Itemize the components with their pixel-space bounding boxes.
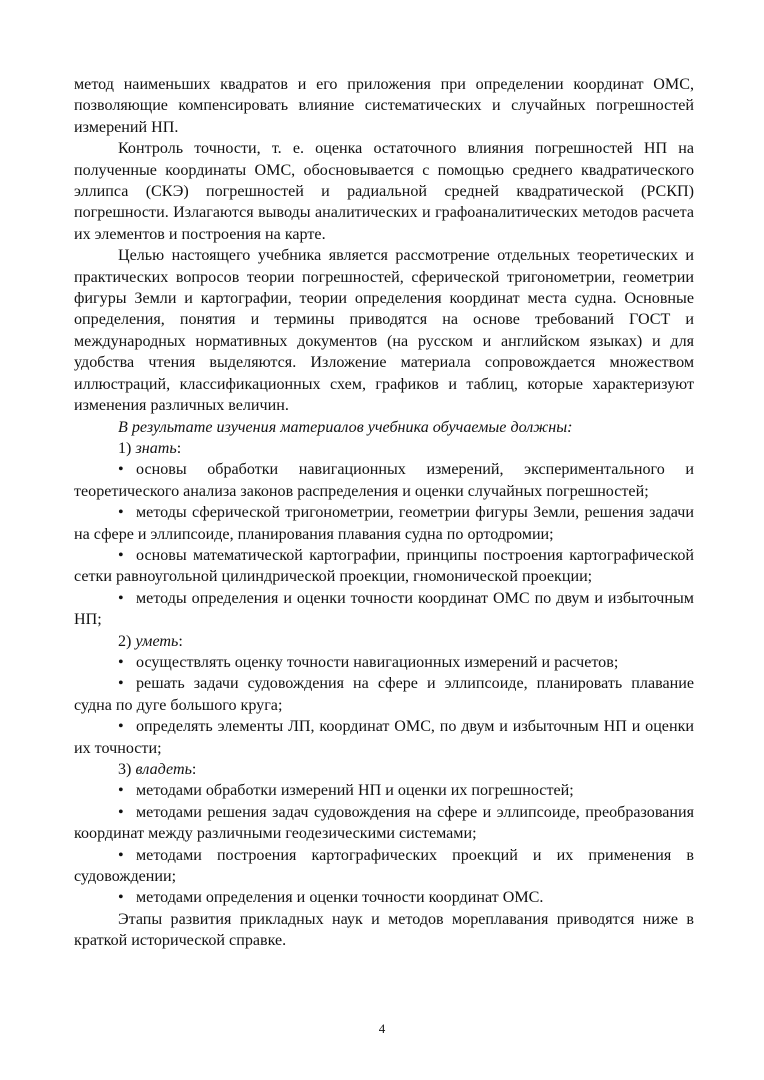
paragraph-textbook-goal: Целью настоящего учебника является рассмотрение отдельных теоретических и практических вопросов теории погрешностей, сферической тригонометрии, геометрии фигуры Земли и картографии, теории определения координат места судна. Основные определения, понятия и термины приводятся на основе требований ГОСТ и международных нормативных документов (на русском и английском языках) и для удобства чтения выделяются. Изложение материала сопровождается множеством иллюстраций, классификационных схем, графиков и таблиц, которые характеризуют изменения различных величин.	[74, 247, 694, 415]
bullet-icon: •	[118, 846, 124, 864]
section-heading-can: 2) уметь:	[118, 632, 183, 650]
list-item: • методами решения задач судовождения на сфере и эллипсоиде, преобразования координат между различными геодезическими системами;	[74, 803, 694, 843]
bullet-icon: •	[118, 653, 124, 671]
list-item: • методами определения и оценки точности координат ОМС.	[74, 887, 694, 908]
list-item: • методы определения и оценки точности координат ОМС по двум и избыточным НП;	[74, 589, 694, 629]
bullet-icon: •	[118, 718, 124, 736]
page-number: 4	[378, 1021, 386, 1036]
section-number: 3)	[118, 761, 132, 778]
bullet-icon: •	[118, 803, 124, 821]
section-label: владеть	[135, 761, 192, 778]
paragraph-accuracy-control: Контроль точности, т. е. оценка остаточного влияния погрешностей НП на полученные координаты ОМС, обосновывается с помощью среднего квадратического эллипса (СКЭ) погрешностей и радиальной средней квадратической (РСКП) погрешности. Излагаются выводы аналитических и графоаналитических методов расчета их элементов и построения на карте.	[74, 140, 694, 243]
paragraph-closing: Этапы развития прикладных наук и методов мореплавания приводятся ниже в краткой исторической справке.	[74, 910, 694, 950]
section-heading-know: 1) знать:	[118, 439, 182, 457]
list-item: • основы обработки навигационных измерений, экспериментального и теоретического анализа законов распределения и оценки случайных погрешностей;	[74, 461, 694, 500]
bullet-icon: •	[118, 589, 124, 607]
learning-outcomes-heading: В результате изучения материалов учебника обучаемые должны:	[118, 418, 573, 436]
section-heading-master: 3) владеть:	[118, 761, 197, 778]
paragraph-intro-continuation: метод наименьших квадратов и его приложения при определении координат ОМС, позволяющие компенсировать влияние систематических и случайных погрешностей измерений НП.	[74, 76, 694, 136]
list-item: • методами обработки измерений НП и оценки их погрешностей;	[74, 780, 694, 801]
bullet-icon: •	[118, 504, 124, 522]
page-body	[74, 74, 694, 952]
list-item: • методами построения картографических проекций и их применения в судовождении;	[74, 846, 694, 886]
bullet-icon: •	[118, 889, 124, 907]
bullet-icon: •	[118, 461, 124, 479]
section-label: знать	[135, 439, 177, 457]
section-label: уметь	[135, 632, 179, 650]
section-number: 2)	[118, 632, 132, 650]
list-item: • определять элементы ЛП, координат ОМС, по двум и избыточным НП и оценки их точности;	[74, 718, 694, 757]
bullet-icon: •	[118, 546, 124, 564]
list-item: • методы сферической тригонометрии, геометрии фигуры Земли, решения задачи на сфере и эллипсоиде, планирования плавания судна по ортодромии;	[74, 504, 694, 543]
list-item: • осуществлять оценку точности навигационных измерений и расчетов;	[74, 652, 694, 673]
list-item: • основы математической картографии, принципы построения картографической сетки равноугольной цилиндрической проекции, гномонической проекции;	[74, 546, 694, 586]
bullet-icon: •	[118, 782, 124, 800]
bullet-icon: •	[118, 675, 124, 693]
list-item: • решать задачи судовождения на сфере и эллипсоиде, планировать плавание судна по дуге большого круга;	[74, 675, 694, 714]
section-number: 1)	[118, 439, 132, 457]
